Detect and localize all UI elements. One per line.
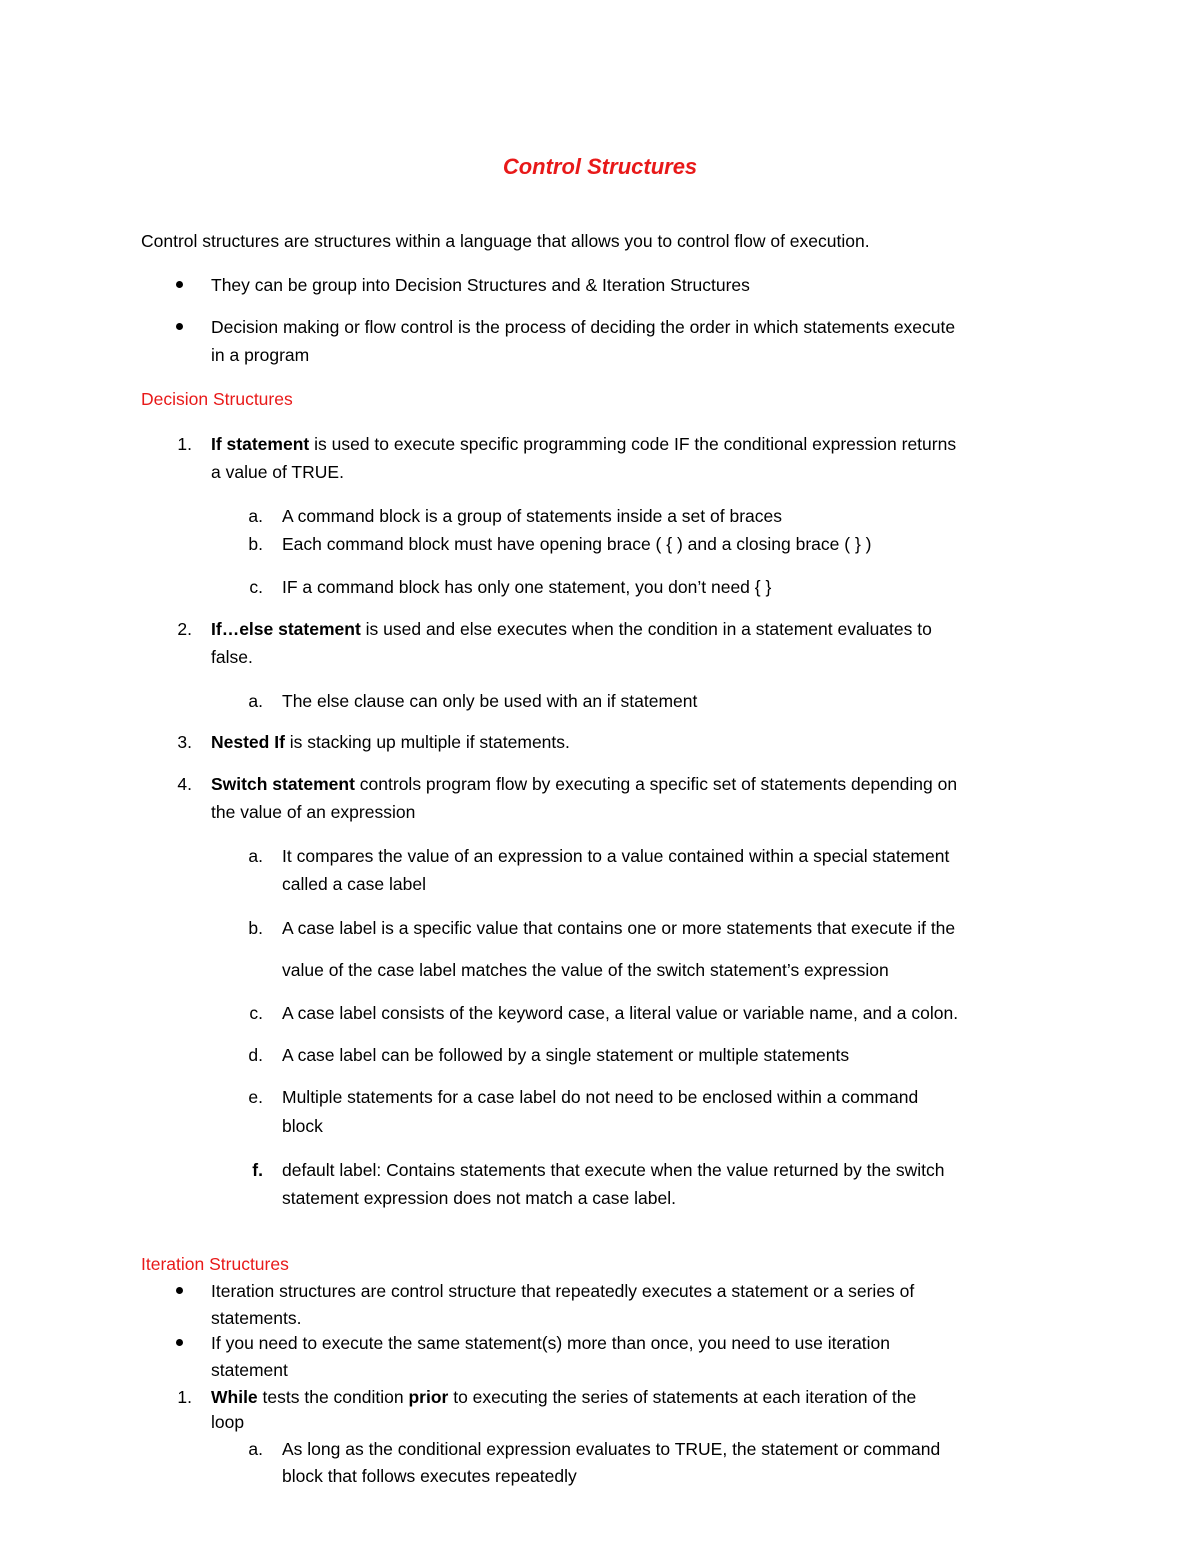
iteration-heading: Iteration Structures bbox=[141, 1254, 289, 1274]
list-number: 1. bbox=[177, 1387, 192, 1407]
sub-item-cont: block that follows executes repeatedly bbox=[282, 1466, 577, 1486]
list-number: 1. bbox=[177, 434, 192, 454]
sub-item-cont: value of the case label matches the value of the switch statement’s expression bbox=[282, 960, 889, 980]
list-number: 4. bbox=[177, 774, 192, 794]
list-letter: a. bbox=[248, 506, 263, 526]
decision-item-4: Switch statement controls program flow by executing a specific set of statements depending on bbox=[211, 774, 958, 794]
list-letter: c. bbox=[249, 577, 263, 597]
decision-item-1: If statement is used to execute specific programming code IF the conditional expression returns bbox=[211, 434, 957, 454]
list-letter: a. bbox=[248, 691, 263, 711]
bullet-icon bbox=[176, 323, 183, 330]
sub-item: Each command block must have opening brace ( { ) and a closing brace ( } ) bbox=[282, 534, 872, 554]
sub-item: As long as the conditional expression evaluates to TRUE, the statement or command bbox=[282, 1439, 941, 1459]
list-letter: b. bbox=[248, 918, 263, 938]
intro-bullet-1: They can be group into Decision Structures and & Iteration Structures bbox=[211, 275, 750, 295]
sub-item: A case label consists of the keyword case, a literal value or variable name, and a colon. bbox=[282, 1003, 959, 1023]
decision-item-3: Nested If is stacking up multiple if statements. bbox=[211, 732, 570, 752]
decision-item-2-cont: false. bbox=[211, 647, 253, 667]
bullet-icon bbox=[176, 1339, 183, 1346]
list-letter: f. bbox=[252, 1160, 263, 1180]
list-letter: c. bbox=[249, 1003, 263, 1023]
decision-item-1-cont: a value of TRUE. bbox=[211, 462, 344, 482]
term: If statement bbox=[211, 434, 310, 454]
term: While bbox=[211, 1387, 258, 1407]
bullet-icon bbox=[176, 1287, 183, 1294]
sub-item: It compares the value of an expression to a value contained within a special statement bbox=[282, 846, 950, 866]
iteration-bullet-2: If you need to execute the same statement(s) more than once, you need to use iteration bbox=[211, 1333, 891, 1353]
sub-item-cont: block bbox=[282, 1116, 323, 1136]
list-number: 2. bbox=[177, 619, 192, 639]
sub-item: A case label can be followed by a single statement or multiple statements bbox=[282, 1045, 850, 1065]
list-letter: b. bbox=[248, 534, 263, 554]
sub-item: A command block is a group of statements inside a set of braces bbox=[282, 506, 782, 526]
term: If…else statement bbox=[211, 619, 361, 639]
intro-bullet-2: Decision making or flow control is the process of deciding the order in which statements execute bbox=[211, 317, 956, 337]
decision-item-4-cont: the value of an expression bbox=[211, 802, 416, 822]
sub-item-cont: statement expression does not match a case label. bbox=[282, 1188, 676, 1208]
sub-item: IF a command block has only one statement, you don’t need { } bbox=[282, 577, 772, 597]
decision-item-2: If…else statement is used and else executes when the condition in a statement evaluates to bbox=[211, 619, 932, 639]
list-letter: a. bbox=[248, 1439, 263, 1459]
sub-item: Multiple statements for a case label do not need to be enclosed within a command bbox=[282, 1087, 919, 1107]
decision-heading: Decision Structures bbox=[141, 389, 293, 409]
term: Switch statement bbox=[211, 774, 355, 794]
document-title: Control Structures bbox=[502, 154, 698, 179]
sub-item-cont: called a case label bbox=[282, 874, 426, 894]
term: Nested If bbox=[211, 732, 285, 752]
iteration-item-1: While tests the condition prior to executing the series of statements at each iteration of the bbox=[211, 1387, 917, 1407]
term: prior bbox=[408, 1387, 449, 1407]
sub-item: A case label is a specific value that contains one or more statements that execute if the bbox=[282, 918, 956, 938]
intro-paragraph: Control structures are structures within a language that allows you to control flow of execution. bbox=[141, 231, 870, 251]
bullet-icon bbox=[176, 281, 183, 288]
sub-item: The else clause can only be used with an if statement bbox=[282, 691, 698, 711]
list-letter: e. bbox=[248, 1087, 263, 1107]
iteration-bullet-2-cont: statement bbox=[211, 1360, 288, 1380]
iteration-bullet-1-cont: statements. bbox=[211, 1308, 302, 1328]
sub-item: default label: Contains statements that execute when the value returned by the switch bbox=[282, 1160, 945, 1180]
iteration-item-1-cont: loop bbox=[211, 1412, 245, 1432]
iteration-bullet-1: Iteration structures are control structure that repeatedly executes a statement or a series of bbox=[211, 1281, 915, 1301]
list-number: 3. bbox=[177, 732, 192, 752]
intro-bullet-2-cont: in a program bbox=[211, 345, 310, 365]
list-letter: d. bbox=[248, 1045, 263, 1065]
list-letter: a. bbox=[248, 846, 263, 866]
